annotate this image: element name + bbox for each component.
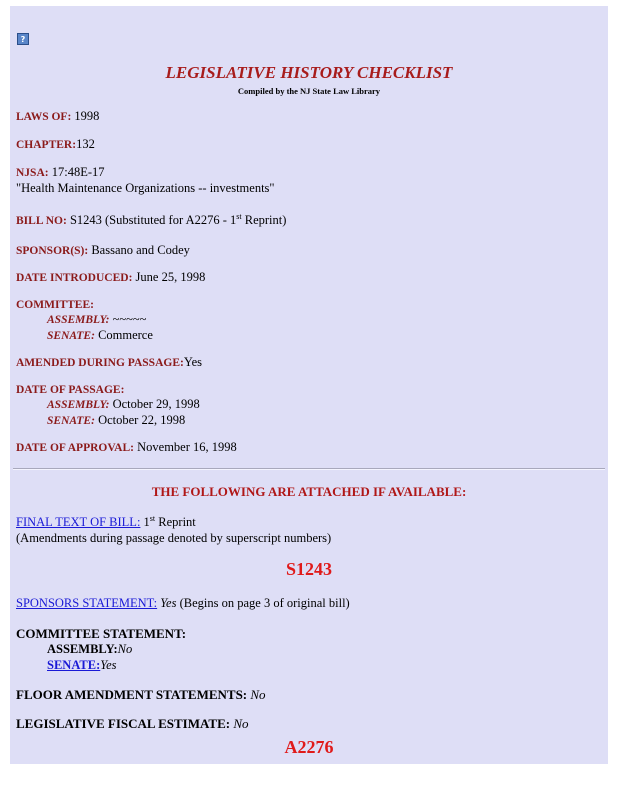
committee-label: COMMITTEE:	[16, 299, 94, 311]
committee-assembly-label: ASSEMBLY:	[47, 314, 110, 326]
committee-statement-senate-row	[47, 658, 116, 673]
chapter-row	[16, 137, 95, 152]
committee-statement-assembly-value: No	[117, 642, 133, 656]
fiscal-estimate-row	[16, 716, 249, 732]
amended-row	[16, 355, 202, 370]
final-text-tail: Reprint	[158, 515, 196, 529]
committee-statement-assembly-row	[47, 642, 132, 657]
chapter-value: 132	[76, 137, 95, 151]
date-of-passage-label: DATE OF PASSAGE:	[16, 384, 125, 396]
floor-amendment-label: FLOOR AMENDMENT STATEMENTS:	[16, 687, 248, 702]
final-text-note: (Amendments during passage denoted by superscript numbers)	[16, 531, 332, 545]
sponsors-statement-value: Yes	[160, 596, 177, 610]
section-divider	[13, 468, 605, 470]
committee-statement-senate-value: Yes	[100, 658, 117, 672]
passage-senate-row	[47, 413, 185, 428]
sponsors-statement-note: (Begins on page 3 of original bill)	[179, 596, 350, 610]
committee-senate-value: Commerce	[98, 328, 153, 342]
bill-no-tail: Reprint)	[244, 213, 287, 227]
committee-statement-senate-link[interactable]: SENATE:	[47, 658, 101, 672]
bill-no-label: BILL NO:	[16, 215, 67, 227]
fiscal-estimate-label: LEGISLATIVE FISCAL ESTIMATE:	[16, 716, 231, 731]
final-text-num: 1	[143, 515, 150, 529]
passage-senate-value: October 22, 1998	[98, 413, 186, 427]
passage-senate-label: SENATE:	[47, 415, 95, 427]
committee-statement-assembly-label: ASSEMBLY:	[47, 642, 118, 656]
floor-amendment-value: No	[250, 687, 266, 702]
njsa-label: NJSA:	[16, 167, 49, 179]
committee-statement-label: COMMITTEE STATEMENT:	[16, 626, 187, 641]
bill-heading-a2276: A2276	[284, 737, 334, 757]
njsa-row	[16, 165, 105, 180]
attached-heading: THE FOLLOWING ARE ATTACHED IF AVAILABLE:	[151, 484, 467, 499]
sponsors-statement-row	[16, 596, 350, 611]
sponsors-row	[16, 243, 190, 258]
date-introduced-row	[16, 270, 205, 285]
final-text-row	[16, 515, 196, 530]
sponsors-label: SPONSOR(S):	[16, 245, 89, 257]
committee-row	[16, 297, 94, 312]
passage-assembly-value: October 29, 1998	[112, 397, 200, 411]
final-text-superscript: st	[149, 513, 156, 523]
committee-senate-row	[47, 328, 153, 343]
laws-of-row	[16, 109, 99, 124]
amended-value: Yes	[183, 355, 203, 369]
date-introduced-label: DATE INTRODUCED:	[16, 272, 133, 284]
njsa-value: 17:48E-17	[51, 165, 105, 179]
document-page	[10, 6, 608, 764]
date-of-passage-row	[16, 382, 124, 397]
committee-assembly-row	[47, 312, 146, 327]
sponsors-value: Bassano and Codey	[91, 243, 190, 257]
floor-amendment-row	[16, 687, 266, 703]
fiscal-estimate-value: No	[233, 716, 249, 731]
chapter-label: CHAPTER:	[16, 139, 77, 151]
help-icon[interactable]: ?	[17, 33, 29, 45]
bill-no-value: S1243 (Substituted for A2276 - 1	[69, 213, 237, 227]
sponsors-statement-link[interactable]: SPONSORS STATEMENT:	[16, 596, 158, 610]
passage-assembly-row	[47, 397, 200, 412]
committee-senate-label: SENATE:	[47, 330, 95, 342]
final-text-link[interactable]: FINAL TEXT OF BILL:	[16, 515, 141, 529]
bill-no-superscript: st	[236, 211, 242, 221]
bill-heading-s1243: S1243	[285, 559, 332, 579]
amended-label: AMENDED DURING PASSAGE:	[16, 357, 184, 369]
passage-assembly-label: ASSEMBLY:	[47, 399, 110, 411]
page-subtitle: Compiled by the NJ State Law Library	[237, 86, 381, 96]
njsa-title: "Health Maintenance Organizations -- investments"	[16, 181, 275, 195]
committee-assembly-value: ~~~~~	[112, 312, 147, 326]
page-title: LEGISLATIVE HISTORY CHECKLIST	[165, 63, 453, 82]
date-of-approval-value: November 16, 1998	[137, 440, 237, 454]
date-of-approval-label: DATE OF APPROVAL:	[16, 442, 134, 454]
laws-of-label: LAWS OF:	[16, 111, 72, 123]
laws-of-value: 1998	[74, 109, 100, 123]
date-of-approval-row	[16, 440, 237, 455]
date-introduced-value: June 25, 1998	[135, 270, 206, 284]
bill-no-row	[16, 213, 286, 228]
